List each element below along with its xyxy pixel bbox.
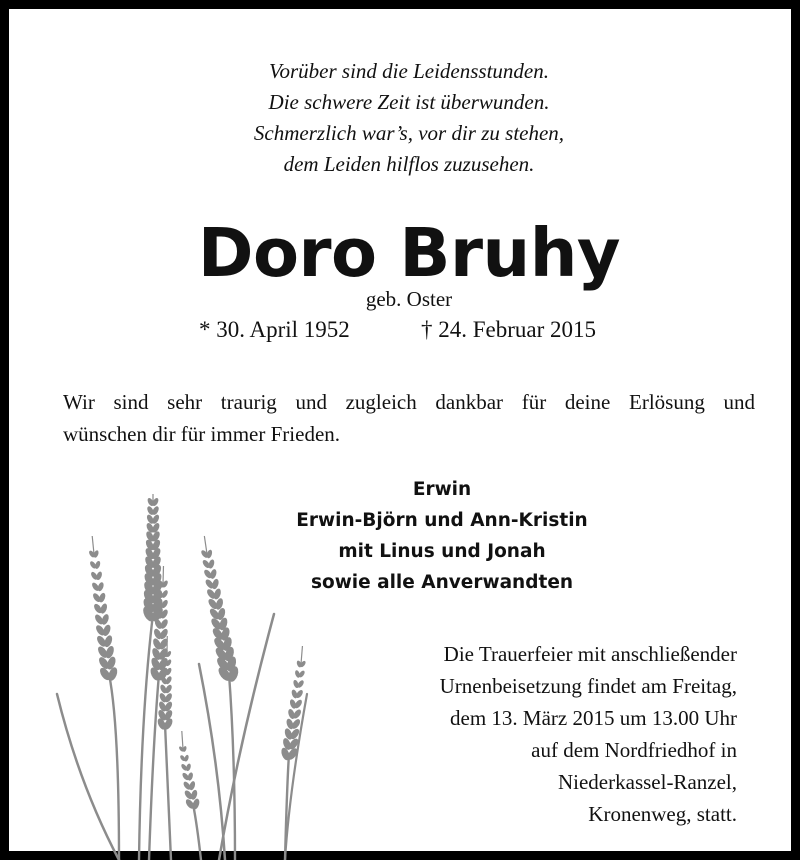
mourner-line: Erwin — [412, 479, 472, 500]
wheat-ear — [200, 536, 240, 683]
wheat-ear — [88, 536, 119, 682]
poem-line: Schmerzlich war’s, vor dir zu stehen, — [253, 121, 565, 145]
poem-line: Die schwere Zeit ist überwunden. — [268, 90, 550, 114]
death-date: † 24. Februar 2015 — [421, 317, 597, 342]
deceased-name: Doro Bruhy — [197, 214, 621, 292]
maiden-name: geb. Oster — [365, 287, 453, 311]
message-line: Wir sind sehr traurig und zugleich dankbar für deine Erlösung und — [63, 390, 755, 414]
condolence-message — [63, 386, 755, 450]
wheat-stalk — [57, 694, 119, 860]
service-line: Kronenweg, statt. — [588, 802, 737, 826]
wheat-stalk — [229, 674, 235, 860]
poem-line: Vorüber sind die Leidensstunden. — [269, 59, 549, 83]
birth-date: * 30. April 1952 — [199, 317, 350, 342]
poem-line: dem Leiden hilflos zuzusehen. — [283, 152, 535, 176]
mourner-line: sowie alle Anverwandten — [310, 572, 574, 593]
service-line: auf dem Nordfriedhof in — [531, 738, 737, 762]
wheat-ear — [280, 646, 307, 761]
wheat-stalk — [193, 804, 201, 860]
service-line: dem 13. März 2015 um 13.00 Uhr — [450, 706, 737, 730]
wheat-ear — [178, 731, 200, 810]
service-line: Urnenbeisetzung findet am Freitag, — [439, 674, 737, 698]
wheat-stalk — [165, 724, 171, 860]
message-line: wünschen dir für immer Frieden. — [63, 422, 341, 446]
mourner-line: Erwin-Björn und Ann-Kristin — [296, 510, 588, 531]
mourner-line: mit Linus und Jonah — [338, 541, 546, 562]
service-line: Die Trauerfeier mit anschließender — [443, 642, 737, 666]
service-line: Niederkassel-Ranzel, — [557, 770, 737, 794]
wheat-stalk — [109, 674, 119, 860]
funeral-service-info — [357, 638, 737, 830]
wheat-ears-icon — [49, 494, 319, 860]
wheat-stalk — [199, 664, 225, 860]
wheat-stalk — [149, 674, 159, 860]
poem — [9, 56, 800, 180]
